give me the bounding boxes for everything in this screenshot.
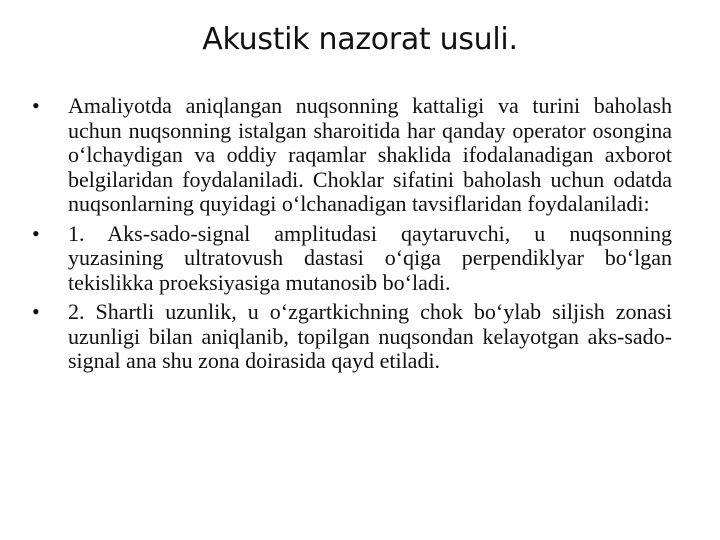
bullet-list: [30, 94, 672, 379]
bullet-marker: •: [32, 220, 40, 246]
bullet-item: [30, 300, 672, 374]
bullet-item: [30, 94, 672, 217]
bullet-marker: •: [32, 299, 40, 324]
bullet-text: Amaliyotda aniqlangan nuqsonning kattaligi va turini baholash uchun nuqsonning istalgan sharoitida har qanday operator osongina o‘lchaydigan va oddiy raqamlar shaklida ifodalanadigan axborot belgilaridan foydalaniladi. Choklar sifatini baholash uchun odatda nuqsonlarning quyidagi o‘lchanadigan tavsiflaridan foydalaniladi:: [68, 93, 672, 216]
bullet-item: [30, 222, 672, 296]
bullet-marker: •: [32, 93, 40, 118]
bullet-text: 1. Aks-sado-signal amplitudasi qaytaruvchi, u nuqsonning yuzasining ultratovush dastasi o‘qiga perpendiklyar bo‘lgan tekislikka proeksiyasiga mutanosib bo‘ladi.: [68, 220, 672, 295]
slide-title: Akustik nazorat usuli.: [202, 22, 518, 57]
bullet-text: 2. Shartli uzunlik, u o‘zgartkichning chok bo‘ylab siljish zonasi uzunligi bilan aniqlanib, topilgan nuqsondan kelayotgan aks-sado-signal ana shu zona doirasida qayd etiladi.: [68, 299, 672, 373]
